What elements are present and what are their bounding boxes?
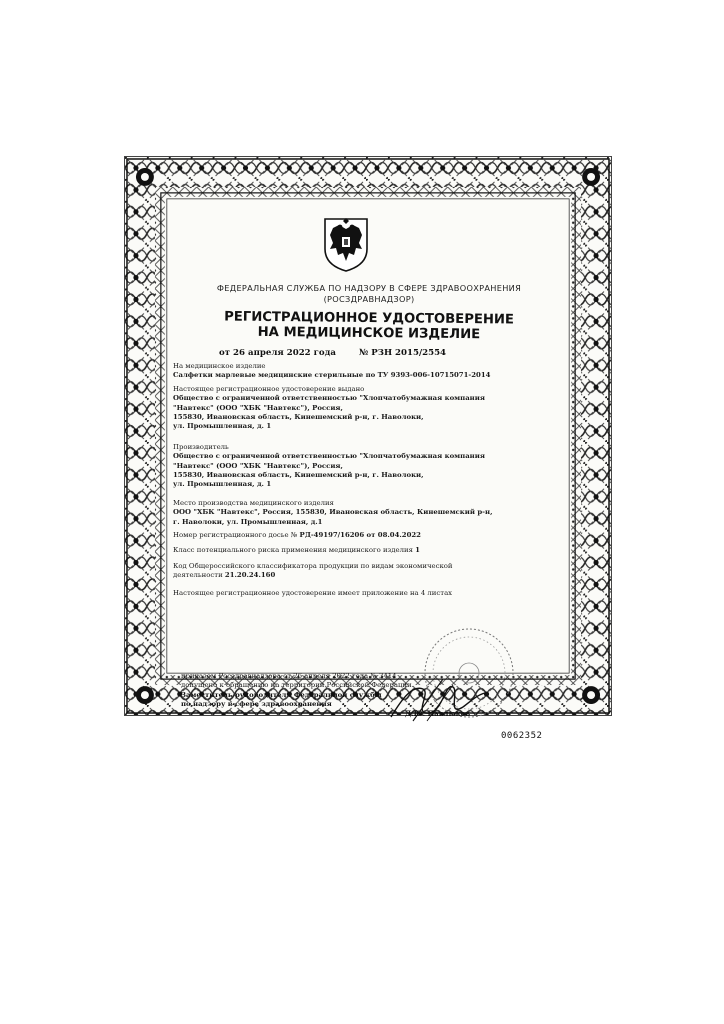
annex-text: Настоящее регистрационное удостоверение имеет приложение на 4 листах	[173, 589, 453, 597]
issuing-agency	[163, 283, 575, 305]
risk-label: Класс потенциального риска применения медицинского изделия	[173, 546, 413, 554]
russian-coat-of-arms-icon	[321, 215, 371, 273]
serial-number: 0062352	[501, 731, 543, 741]
dossier-field	[173, 531, 573, 540]
device-field	[173, 362, 573, 381]
deputy-line-1: Заместитель руководителя Федеральной службы	[181, 690, 382, 699]
site-line-1: ООО "ХБК "Навтекс", Россия, 155830, Ивановская область, Кинешемский р-н,	[173, 508, 493, 517]
device-label: На медицинское изделие	[173, 362, 266, 370]
production-site-field	[173, 499, 573, 527]
risk-class-field	[173, 546, 573, 555]
maker-label: Производитель	[173, 443, 229, 451]
okp-label-line-1: Код Общероссийского классификатора продукции по видам экономической	[173, 562, 453, 570]
agency-abbr: (РОСЗДРАВНАДЗОР)	[323, 294, 415, 304]
signer-name: Д.Ю. Павлюков	[405, 709, 471, 718]
dossier-label: Номер регистрационного досье №	[173, 531, 300, 539]
issue-date: от 26 апреля 2022 года	[219, 348, 336, 358]
certificate-content	[173, 215, 565, 741]
title-line-2: НА МЕДИЦИНСКОЕ ИЗДЕЛИЕ	[257, 324, 481, 343]
maker-line-3: 155830, Ивановская область, Кинешемский р-н, г. Наволоки,	[173, 470, 424, 479]
agency-name: ФЕДЕРАЛЬНАЯ СЛУЖБА ПО НАДЗОРУ В СФЕРЕ ЗДРАВООХРАНЕНИЯ	[216, 283, 522, 293]
issued-line-4: ул. Промышленная, д. 1	[173, 422, 272, 431]
annex-note	[173, 589, 573, 598]
issue-date-line	[219, 348, 446, 358]
order-line-1: приказом Росздравнадзора от 26 апреля 2022 года № 3414	[181, 672, 397, 680]
site-line-2: г. Наволоки, ул. Промышленная, д.1	[173, 517, 323, 526]
issued-line-1: Общество с ограниченной ответственностью "Хлопчатобумажная компания	[173, 394, 485, 403]
order-line-2: допущено к обращению на территории Российской Федерации.	[181, 681, 414, 690]
okp-value: 21.20.24.160	[224, 571, 276, 580]
dossier-value: РД-49197/16206 от 08.04.2022	[299, 531, 421, 539]
issued-line-2: "Навтекс" (ООО "ХБК "Навтекс"), Россия,	[173, 403, 343, 412]
registration-number: № РЗН 2015/2554	[358, 348, 447, 358]
maker-line-4: ул. Промышленная, д. 1	[173, 480, 272, 489]
maker-line-1: Общество с ограниченной ответственностью "Хлопчатобумажная компания	[173, 452, 485, 461]
issued-line-3: 155830, Ивановская область, Кинешемский р-н, г. Наволоки,	[173, 412, 424, 421]
issued-label: Настоящее регистрационное удостоверение выдано	[173, 385, 365, 393]
okp-field	[173, 562, 573, 581]
maker-line-2: "Навтекс" (ООО "ХБК "Навтекс"), Россия,	[173, 461, 343, 470]
manufacturer-field	[173, 443, 573, 489]
issued-to-field	[173, 385, 573, 431]
okp-label-line-2: деятельности	[173, 571, 223, 580]
device-value: Салфетки марлевые медицинские стерильные по ТУ 9393-006-10715071-2014	[173, 371, 491, 380]
title-line-1: РЕГИСТРАЦИОННОЕ УДОСТОВЕРЕНИЕ	[224, 309, 515, 328]
site-label: Место производства медицинского изделия	[173, 499, 334, 507]
certificate	[124, 156, 612, 741]
risk-value: 1	[415, 546, 420, 554]
deputy-line-2: по надзору в сфере здравоохранения	[181, 699, 332, 708]
document-title	[163, 309, 575, 343]
